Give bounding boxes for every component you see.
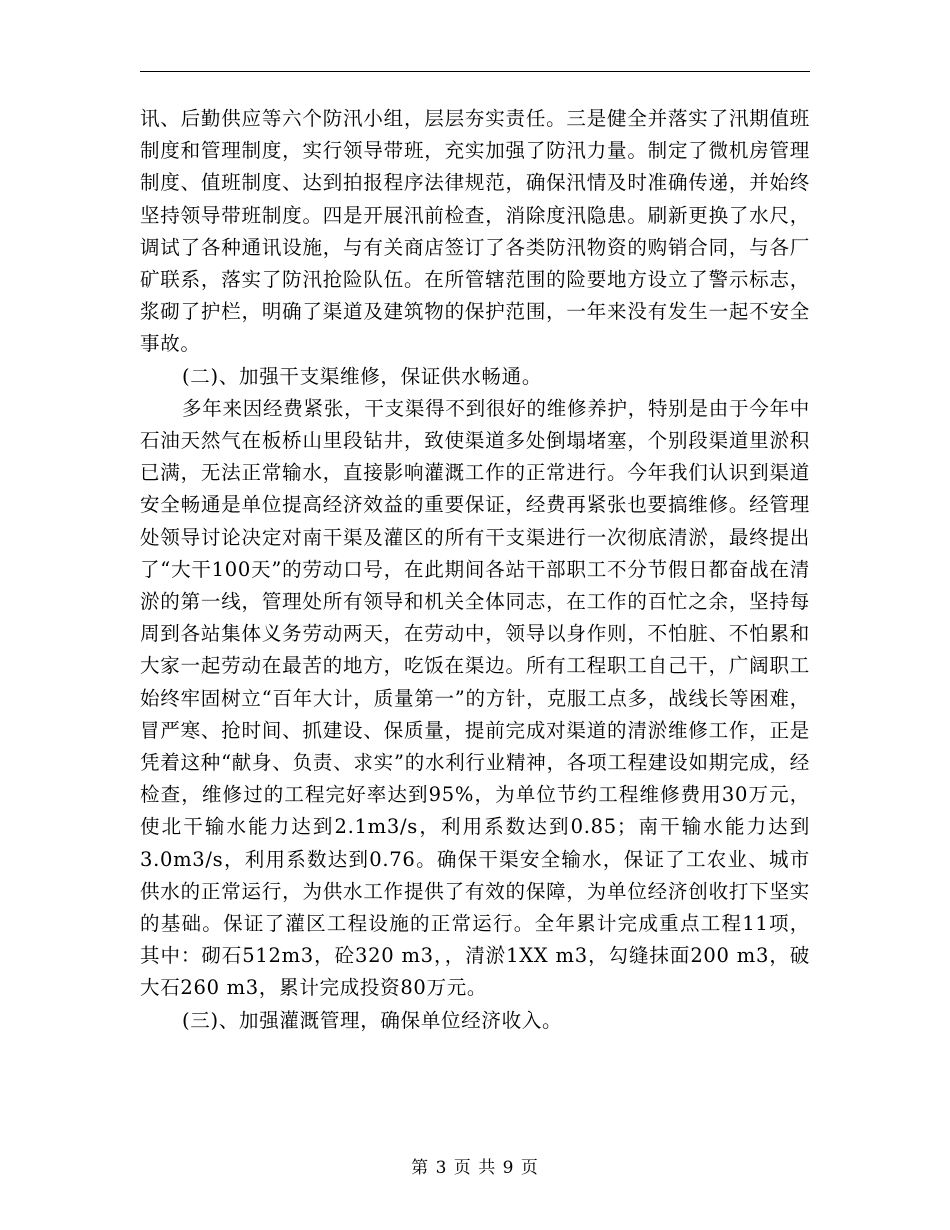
document-body [140,103,810,1037]
section-heading-3: (三)、加强灌溉管理，确保单位经济收入。 [182,1008,563,1032]
paragraph-2: 多年来因经费紧张，干支渠得不到很好的维修养护，特别是由于今年中石油天然气在板桥山里段钻井，致使渠道多处倒塌堵塞，个别段渠道里淤积已满，无法正常输水，直接影响灌溉工作的正常进行。今年我们认识到渠道安全畅通是单位提高经济效益的重要保证，经费再紧张也要搞维修。经管理处领导讨论决定对南干渠及灌区的所有干支渠进行一次彻底清淤，最终提出了“大干100天”的劳动口号，在此期间各站干部职工不分节假日都奋战在清淤的第一线，管理处所有领导和机关全体同志，在工作的百忙之余，坚持每周到各站集体义务劳动两天，在劳动中，领导以身作则，不怕脏、不怕累和大家一起劳动在最苦的地方，吃饭在渠边。所有工程职工自己干，广阔职工始终牢固树立“百年大计，质量第一”的方针，克服工点多，战线长等困难，冒严寒、抢时间、抓建设、保质量，提前完成对渠道的清淤维修工作，正是凭着这种“献身、负责、求实”的水利行业精神，各项工程建设如期完成，经检查，维修过的工程完好率达到95%，为单位节约工程维修费用30万元，使北干输水能力达到2.1m3/s，利用系数达到0.85；南干输水能力达到3.0m3/s，利用系数达到0.76。确保干渠安全输水，保证了工农业、城市供水的正常运行，为供水工作提供了有效的保障，为单位经济创收打下坚实的基础。保证了灌区工程设施的正常运行。全年累计完成重点工程11项，其中：砌石512m3，砼320 m3，，清淤1XX m3，勾缝抹面200 m3，破大石260 m3，累计完成投资80万元。 [140,396,810,1000]
page-number-label: 第 3 页 共 9 页 [411,1158,539,1178]
section-heading-2: (二)、加强干支渠维修，保证供水畅通。 [182,364,543,388]
page-footer [0,1153,950,1178]
header-rule [140,71,810,72]
paragraph-continued: 讯、后勤供应等六个防汛小组，层层夯实责任。三是健全并落实了汛期值班制度和管理制度，实行领导带班，充实加强了防汛力量。制定了微机房管理制度、值班制度、达到拍报程序法律规范，确保汛情及时准确传递，并始终坚持领导带班制度。四是开展汛前检查，消除度汛隐患。刷新更换了水尺，调试了各种通讯设施，与有关商店签订了各类防汛物资的购销合同，与各厂矿联系，落实了防汛抢险队伍。在所管辖范围的险要地方设立了警示标志，浆砌了护栏，明确了渠道及建筑物的保护范围，一年来没有发生一起不安全事故。 [140,107,810,356]
